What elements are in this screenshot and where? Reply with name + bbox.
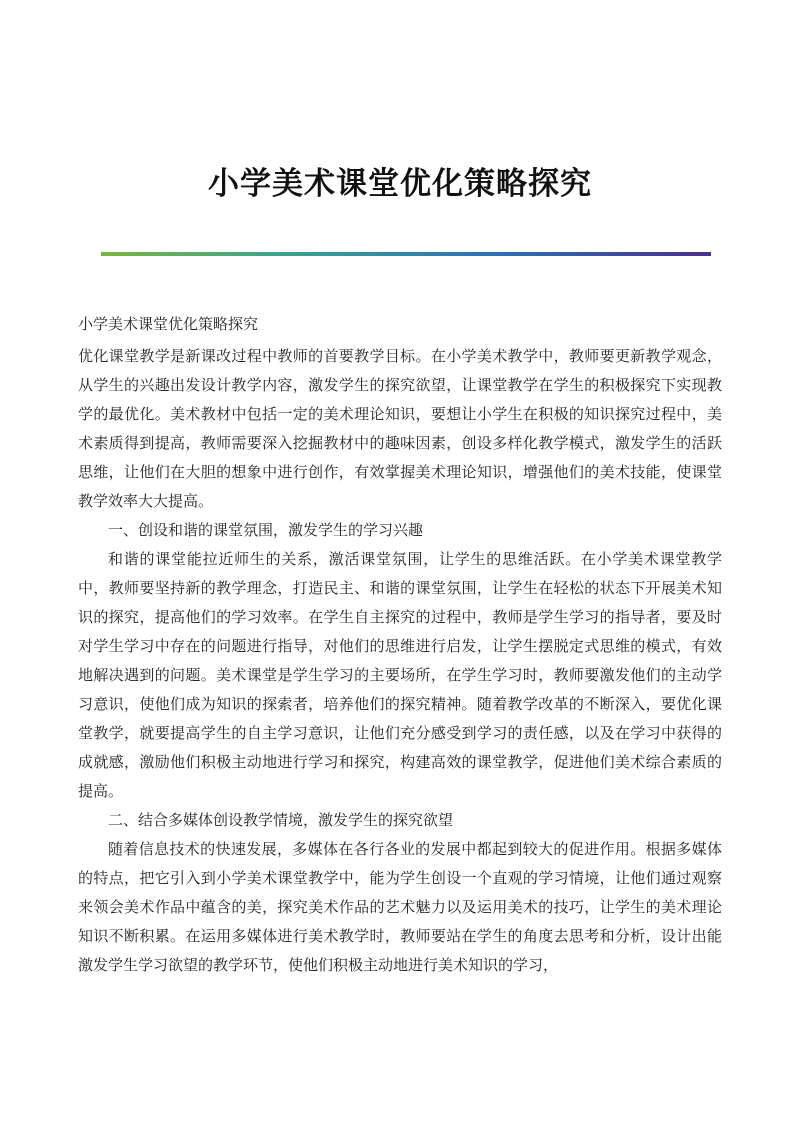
paragraph-intro: 优化课堂教学是新课改过程中教师的首要教学目标。在小学美术教学中，教师要更新教学观念，从学生的兴趣出发设计教学内容，激发学生的探究欲望，让课堂教学在学生的积极探究下实现教学的最优化。美术教材中包括一定的美术理论知识，要想让小学生在积极的知识探究过程中，美术素质得到提高，教师需要深入挖掘教材中的趣味因素，创设多样化教学模式，激发学生的活跃思维，让他们在大胆的想象中进行创作，有效掌握美术理论知识，增强他们的美术技能，使课堂教学效率大大提高。: [78, 347, 722, 510]
paragraph-section-2: 随着信息技术的快速发展，多媒体在各行各业的发展中都起到较大的促进作用。根据多媒体的特点，把它引入到小学美术课堂教学中，能为学生创设一个直观的学习情境，让他们通过观察来领会美术作品中蕴含的美，探究美术作品的艺术魅力以及运用美术的技巧，让学生的美术理论知识不断积累。在运用多媒体进行美术教学时，教师要站在学生的角度去思考和分析，设计出能激发学生学习欲望的教学环节，使他们积极主动地进行美术知识的学习，: [78, 840, 722, 974]
section-heading-1: 一、创设和谐的课堂氛围，激发学生的学习兴趣: [108, 521, 424, 539]
section-heading-2: 二、结合多媒体创设教学情境，激发学生的探究欲望: [108, 811, 454, 829]
document-title: 小学美术课堂优化策略探究: [208, 166, 592, 202]
document-body: [78, 310, 722, 980]
title-divider: [101, 252, 711, 256]
paragraph-section-1: 和谐的课堂能拉近师生的关系，激活课堂氛围，让学生的思维活跃。在小学美术课堂教学中，教师要坚持新的教学理念，打造民主、和谐的课堂氛围，让学生在轻松的状态下开展美术知识的探究，提高他们的学习效率。在学生自主探究的过程中，教师是学生学习的指导者，要及时对学生学习中存在的问题进行指导，对他们的思维进行启发，让学生摆脱定式思维的模式，有效地解决遇到的问题。美术课堂是学生学习的主要场所，在学生学习时，教师要激发他们的主动学习意识，使他们成为知识的探索者，培养他们的探究精神。随着教学改革的不断深入，要优化课堂教学，就要提高学生的自主学习意识，让他们充分感受到学习的责任感，以及在学习中获得的成就感，激励他们积极主动地进行学习和探究，构建高效的课堂教学，促进他们美术综合素质的提高。: [78, 550, 722, 800]
document-subtitle: 小学美术课堂优化策略探究: [78, 315, 259, 333]
